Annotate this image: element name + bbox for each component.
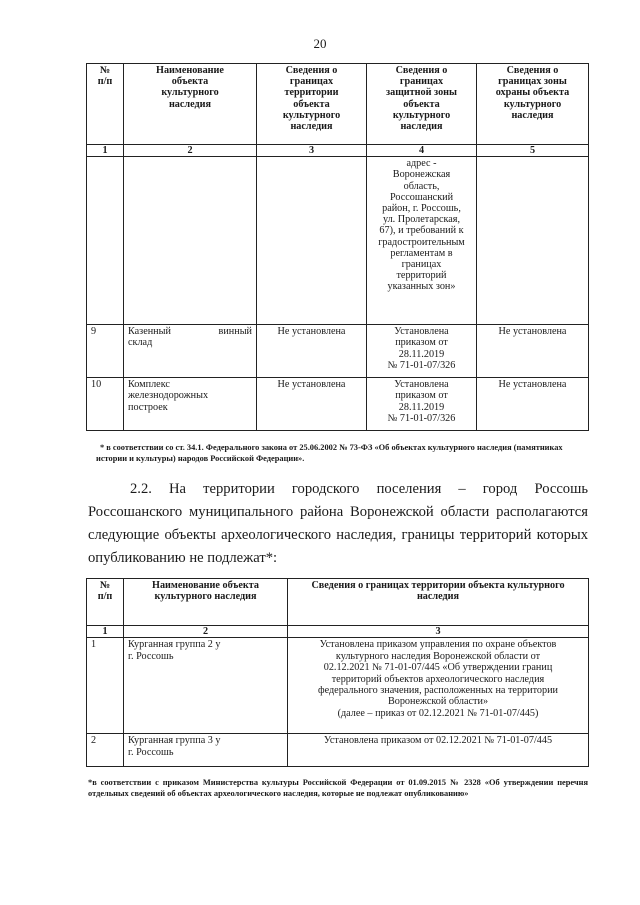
column-number: 2 [124,626,288,638]
table-row [87,378,589,431]
table-cell: Установлена приказом от 28.11.2019 № 71-01-07/326 [367,378,477,431]
footnote-1: * в соответствии со ст. 34.1. Федерального закона от 25.06.2002 № 73-ФЗ «Об объектах культурного наследия (памятниках истории и культуры) народов Российской Федерации». [96,443,563,463]
table-cell: Не установлена [257,378,367,431]
table-cell: Установлена приказом от 02.12.2021 № 71-01-07/445 [288,734,589,767]
table-row [87,734,589,767]
table-cell [87,157,124,325]
header-cell: Сведения о границах территории объекта культурного наследия [257,64,367,145]
table-cell: Курганная группа 3 у г. Россошь [124,734,288,767]
header-cell: Наименование объекта культурного наследия [124,579,288,626]
column-number: 4 [367,145,477,157]
table-header-row [87,579,589,626]
column-number: 2 [124,145,257,157]
header-cell: № п/п [87,64,124,145]
table-row [87,157,589,325]
column-number-row [87,626,589,638]
table-cell: Курганная группа 2 у г. Россошь [124,638,288,734]
paragraph-2-2: 2.2. На территории городского поселения – город Россошь Россошанского муниципального района Воронежской области располагаются следующие объекты археологического наследия, границы территорий которых опубликованию не подлежат*: [88,481,588,566]
archaeological-objects-table [86,578,589,767]
column-number: 5 [477,145,589,157]
table-row [87,638,589,734]
table-cell [257,157,367,325]
heritage-objects-table [86,63,589,431]
header-cell: Сведения о границах зоны охраны объекта культурного наследия [477,64,589,145]
header-cell: № п/п [87,579,124,626]
table-row [87,325,589,378]
table-cell: Установлена приказом от 28.11.2019 № 71-01-07/326 [367,325,477,378]
object-name: Казенный винный [128,326,252,338]
table-cell [477,157,589,325]
table-cell: Не установлена [477,325,589,378]
table-cell: Не установлена [477,378,589,431]
table-cell: адрес - Воронежская область, Россошанский район, г. Россошь, ул. Пролетарская, 67), и требований к градостроительным регламентам в границах территорий указанных зон» [367,157,477,325]
column-number-row [87,145,589,157]
table-cell: Не установлена [257,325,367,378]
table-cell: 2 [87,734,124,767]
table-cell: 9 [87,325,124,378]
page-number: 20 [313,36,327,51]
header-cell: Сведения о границах территории объекта культурного наследия [288,579,589,626]
header-cell: Сведения о границах защитной зоны объекта культурного наследия [367,64,477,145]
table-cell: 10 [87,378,124,431]
table-header-row [87,64,589,145]
table-cell: Комплекс железнодорожных построек [124,378,257,431]
column-number: 3 [257,145,367,157]
footnote-2: *в соответствии с приказом Министерства культуры Российской Федерации от 01.09.2015 № 2328 «Об утверждении перечня отдельных сведений об объектах археологического наследия, которые не подлежат опубликованию» [88,778,588,798]
table-cell [124,157,257,325]
column-number: 1 [87,626,124,638]
column-number: 1 [87,145,124,157]
column-number: 3 [288,626,589,638]
object-name-cont: склад [128,337,153,349]
header-cell: Наименование объекта культурного наследия [124,64,257,145]
table-cell: 1 [87,638,124,734]
table-cell: Установлена приказом управления по охране объектов культурного наследия Воронежской области от 02.12.2021 № 71-01-07/445 «Об утверждении границ территорий объектов археологического наследия федерального значения, расположенных на территории Воронежской области» (далее – приказ от 02.12.2021 № 71-01-07/445) [288,638,589,734]
table-cell [124,325,257,378]
